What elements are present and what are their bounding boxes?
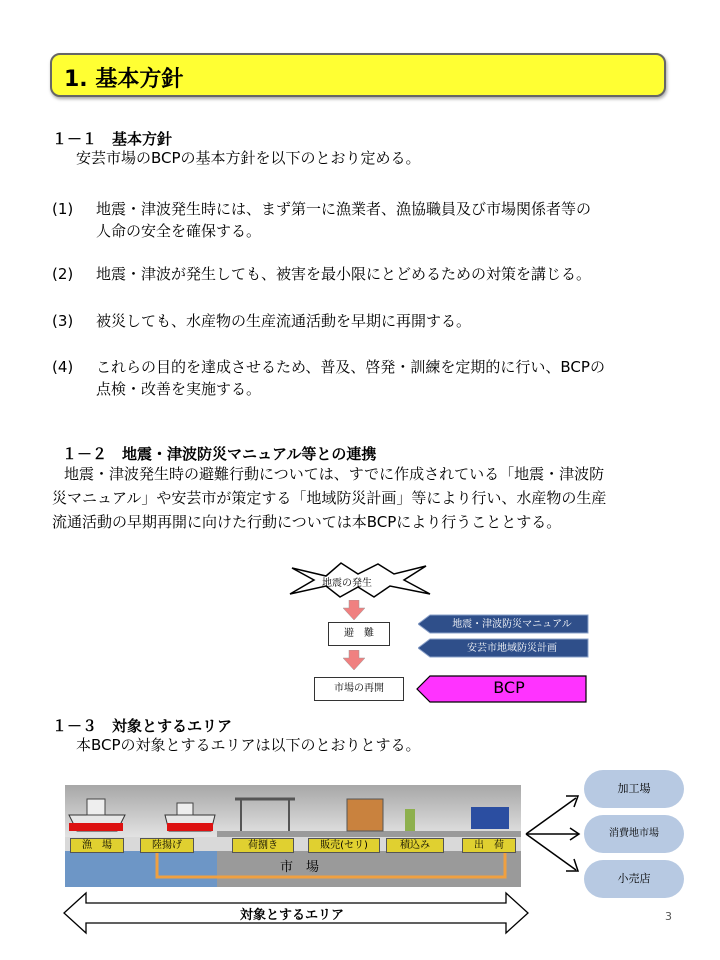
item-num: (2) — [52, 265, 74, 283]
item-line: 地震・津波が発生しても、被害を最小限にとどめるための対策を講じる。 — [96, 265, 592, 283]
section1-heading: １－１ 基本方針 — [52, 130, 173, 148]
market-label: 積込み — [386, 838, 444, 853]
section1-intro: 安芸市場のBCPの基本方針を以下のとおり定める。 — [76, 149, 421, 167]
destination-arrows-icon — [522, 790, 586, 876]
down-arrow-icon — [343, 600, 365, 620]
destination-bubble: 加工場 — [584, 770, 684, 808]
flow-evac-box — [328, 622, 390, 646]
page-title: 1. 基本方針 — [64, 67, 184, 92]
section3-heading: １－３ 対象とするエリア — [52, 717, 233, 735]
item-line: 地震・津波発生時には、まず第一に漁業者、漁協職員及び市場関係者等の — [96, 200, 592, 218]
flow-evac-label: 避 難 — [344, 628, 374, 639]
item-line: これらの目的を達成させるため、普及、啓発・訓練を定期的に行い、BCPの — [96, 358, 605, 376]
section2-line: 流通活動の早期再開に向けた行動については本BCPにより行うこととする。 — [52, 513, 562, 531]
market-label: 漁 場 — [70, 838, 124, 853]
manual-label: 地震・津波防災マニュアル — [452, 619, 572, 630]
market-label: 出 荷 — [462, 838, 516, 853]
section3-intro: 本BCPの対象とするエリアは以下のとおりとする。 — [76, 736, 421, 754]
bcp-label: BCP — [493, 678, 525, 697]
item-num: (1) — [52, 200, 74, 218]
flow-restart-box — [314, 677, 404, 701]
item-num: (3) — [52, 312, 74, 330]
destination-bubble: 小売店 — [584, 860, 684, 898]
section2-line: 災マニュアル」や安芸市が策定する「地域防災計画」等により行い、水産物の生産 — [52, 489, 607, 507]
market-center-label: 市 場 — [280, 860, 320, 875]
title-box — [50, 53, 666, 97]
flow-restart-label: 市場の再開 — [334, 683, 384, 694]
area-label: 対象とするエリア — [240, 908, 345, 923]
market-label: 荷捌き — [232, 838, 294, 853]
item-line: 人命の安全を確保する。 — [96, 222, 262, 240]
section2-line: 地震・津波発生時の避難行動については、すでに作成されている「地震・津波防 — [64, 465, 605, 483]
destination-bubble: 消費地市場 — [584, 815, 684, 853]
item-line: 点検・改善を実施する。 — [96, 380, 262, 398]
plan-label: 安芸市地域防災計画 — [467, 643, 557, 654]
down-arrow-icon — [343, 650, 365, 670]
flow-quake-label: 地震の発生 — [322, 578, 372, 589]
item-line: 被災しても、水産物の生産流通活動を早期に再開する。 — [96, 312, 472, 330]
page-number: 3 — [665, 910, 672, 923]
market-label: 陸揚げ — [140, 838, 194, 853]
item-num: (4) — [52, 358, 74, 376]
section2-heading: １－２ 地震・津波防災マニュアル等との連携 — [62, 445, 377, 463]
market-label: 販売(セリ) — [308, 838, 380, 853]
